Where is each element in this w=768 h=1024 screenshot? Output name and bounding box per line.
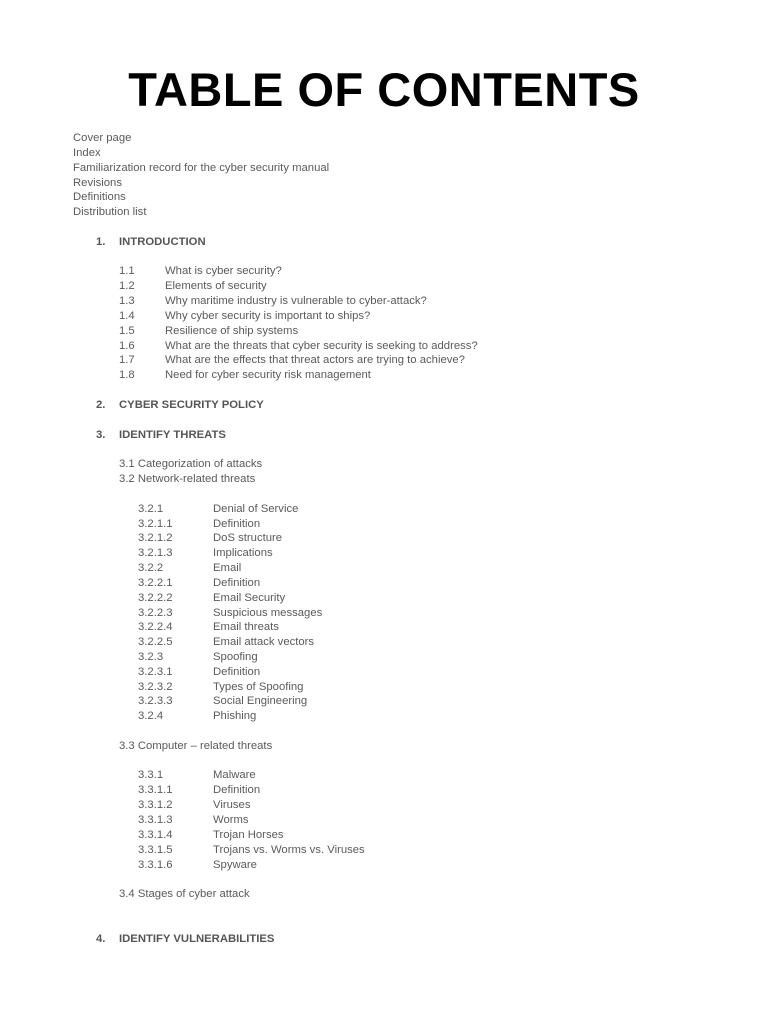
front-matter-item: Familiarization record for the cyber security manual xyxy=(73,162,330,174)
toc-entry-number: 1.5 xyxy=(119,325,135,337)
toc-entry-number: 1.4 xyxy=(119,310,135,322)
toc-entry-number: 1.6 xyxy=(119,340,135,352)
toc-entry-text: Social Engineering xyxy=(213,695,308,707)
section-heading: INTRODUCTION xyxy=(119,236,206,248)
toc-entry-number: 3.2.1.1 xyxy=(138,518,173,530)
toc-entry-number: 3.2.4 xyxy=(138,710,164,722)
toc-entry-text: Definition xyxy=(213,577,261,589)
toc-entry-text: Elements of security xyxy=(165,280,267,292)
toc-entry-text: Definition xyxy=(213,784,261,796)
toc-entry-text: Email attack vectors xyxy=(213,636,315,648)
section-number: 4. xyxy=(96,933,106,945)
toc-entry-text: Viruses xyxy=(213,799,251,811)
toc-entry-text: Definition xyxy=(213,666,261,678)
toc-entry-text: Spyware xyxy=(213,859,257,871)
toc-entry-number: 3.3.1.6 xyxy=(138,859,173,871)
front-matter-item: Index xyxy=(73,147,101,159)
toc-entry-text: What is cyber security? xyxy=(165,265,282,277)
toc-entry-text: Why maritime industry is vulnerable to cyber-attack? xyxy=(165,295,427,307)
toc-entry-number: 3.3.1.1 xyxy=(138,784,173,796)
front-matter-item: Distribution list xyxy=(73,206,147,218)
toc-entry-number: 3.2.2.2 xyxy=(138,592,173,604)
toc-entry-text: Malware xyxy=(213,769,256,781)
toc-entry-number: 3.3.1.3 xyxy=(138,814,173,826)
section-heading: CYBER SECURITY POLICY xyxy=(119,399,264,411)
toc-entry-number: 3.2.1.2 xyxy=(138,532,173,544)
toc-entry-number: 3.2.2.3 xyxy=(138,607,173,619)
toc-entry-number: 3.3.1 xyxy=(138,769,164,781)
toc-entry-text: Why cyber security is important to ships? xyxy=(165,310,371,322)
front-matter-item: Definitions xyxy=(73,191,126,203)
section-number: 2. xyxy=(96,399,106,411)
toc-entry-text: Phishing xyxy=(213,710,257,722)
toc-entry-text: Resilience of ship systems xyxy=(165,325,299,337)
toc-entry-number: 3.2.3.1 xyxy=(138,666,173,678)
toc-entry-text: Trojans vs. Worms vs. Viruses xyxy=(213,844,365,856)
subsection-entry: 3.2 Network-related threats xyxy=(119,473,256,485)
front-matter-item: Revisions xyxy=(73,177,122,189)
toc-entry-number: 3.2.3.2 xyxy=(138,681,173,693)
toc-entry-number: 3.2.2 xyxy=(138,562,164,574)
toc-entry-number: 3.2.1.3 xyxy=(138,547,173,559)
toc-entry-number: 3.2.2.5 xyxy=(138,636,173,648)
toc-entry-number: 3.2.2.1 xyxy=(138,577,173,589)
toc-entry-number: 3.3.1.4 xyxy=(138,829,173,841)
toc-entry-number: 3.2.3.3 xyxy=(138,695,173,707)
toc-entry-text: Need for cyber security risk management xyxy=(165,369,371,381)
toc-entry-text: Email threats xyxy=(213,621,279,633)
subsection-entry: 3.3 Computer – related threats xyxy=(119,740,273,752)
toc-entry-text: Trojan Horses xyxy=(213,829,284,841)
toc-entry-number: 1.3 xyxy=(119,295,135,307)
section-number: 3. xyxy=(96,429,106,441)
subsection-entry: 3.4 Stages of cyber attack xyxy=(119,888,250,900)
section-number: 1. xyxy=(96,236,106,248)
front-matter-item: Cover page xyxy=(73,132,132,144)
toc-entry-number: 1.1 xyxy=(119,265,135,277)
toc-entry-text: Email Security xyxy=(213,592,286,604)
toc-entry-number: 3.2.2.4 xyxy=(138,621,173,633)
toc-entry-text: Worms xyxy=(213,814,249,826)
toc-entry-text: What are the effects that threat actors are trying to achieve? xyxy=(165,354,465,366)
toc-entry-text: Definition xyxy=(213,518,261,530)
page-title: TABLE OF CONTENTS xyxy=(128,63,640,116)
subsection-entry: 3.1 Categorization of attacks xyxy=(119,458,263,470)
section-heading: IDENTIFY THREATS xyxy=(119,429,226,441)
toc-entry-number: 3.3.1.2 xyxy=(138,799,173,811)
toc-entry-text: DoS structure xyxy=(213,532,283,544)
toc-entry-number: 3.2.3 xyxy=(138,651,164,663)
toc-entry-text: Suspicious messages xyxy=(213,607,323,619)
toc-entry-number: 1.2 xyxy=(119,280,135,292)
toc-entry-text: Email xyxy=(213,562,242,574)
toc-entry-number: 3.2.1 xyxy=(138,503,164,515)
toc-entry-number: 1.7 xyxy=(119,354,135,366)
toc-entry-text: What are the threats that cyber security is seeking to address? xyxy=(165,340,478,352)
toc-entry-number: 3.3.1.5 xyxy=(138,844,173,856)
toc-entry-text: Types of Spoofing xyxy=(213,681,304,693)
toc-entry-text: Spoofing xyxy=(213,651,258,663)
section-heading: IDENTIFY VULNERABILITIES xyxy=(119,933,275,945)
toc-entry-text: Implications xyxy=(213,547,273,559)
toc-entry-text: Denial of Service xyxy=(213,503,299,515)
toc-entry-number: 1.8 xyxy=(119,369,135,381)
